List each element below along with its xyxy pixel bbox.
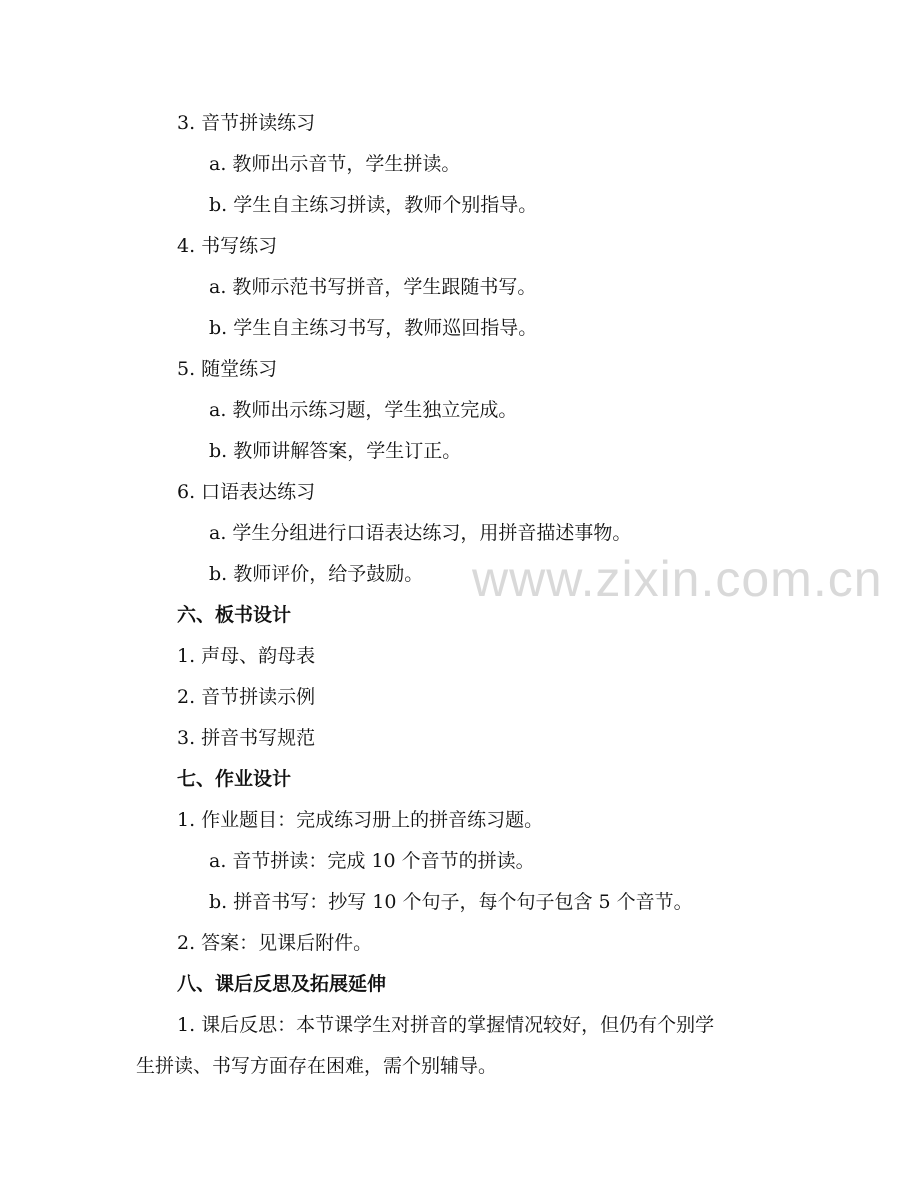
section-5-item-a: a. 教师出示练习题，学生独立完成。 [209, 399, 518, 421]
board-item-1: 1. 声母、韵母表 [177, 645, 316, 667]
board-item-3: 3. 拼音书写规范 [177, 727, 316, 749]
homework-item-1: 1. 作业题目：完成练习册上的拼音练习题。 [177, 809, 544, 831]
heading-reflection: 八、课后反思及拓展延伸 [177, 973, 387, 995]
section-6-item-b: b. 教师评价，给予鼓励。 [209, 563, 424, 585]
reflection-paragraph-line2: 生拼读、书写方面存在困难，需个别辅导。 [136, 1055, 498, 1077]
section-6-item-a: a. 学生分组进行口语表达练习，用拼音描述事物。 [209, 522, 632, 544]
section-4-title: 4. 书写练习 [177, 235, 278, 257]
section-5-item-b: b. 教师讲解答案，学生订正。 [209, 440, 462, 462]
reflection-paragraph-line1: 1. 课后反思：本节课学生对拼音的掌握情况较好，但仍有个别学 [177, 1014, 715, 1036]
section-3-item-a: a. 教师出示音节，学生拼读。 [209, 153, 461, 175]
heading-board-design: 六、板书设计 [177, 604, 292, 626]
heading-homework-design: 七、作业设计 [177, 768, 292, 790]
section-3-item-b: b. 学生自主练习拼读，教师个别指导。 [209, 194, 538, 216]
section-4-item-a: a. 教师示范书写拼音，学生跟随书写。 [209, 276, 537, 298]
section-5-title: 5. 随堂练习 [177, 358, 278, 380]
section-4-item-b: b. 学生自主练习书写，教师巡回指导。 [209, 317, 538, 339]
homework-item-2: 2. 答案：见课后附件。 [177, 932, 373, 954]
homework-item-1b: b. 拼音书写：抄写 10 个句子，每个句子包含 5 个音节。 [209, 891, 693, 913]
section-6-title: 6. 口语表达练习 [177, 481, 316, 503]
section-3-title: 3. 音节拼读练习 [177, 112, 316, 134]
watermark: www.zixin.com.cn [472, 551, 883, 607]
homework-item-1a: a. 音节拼读：完成 10 个音节的拼读。 [209, 850, 535, 872]
board-item-2: 2. 音节拼读示例 [177, 686, 316, 708]
